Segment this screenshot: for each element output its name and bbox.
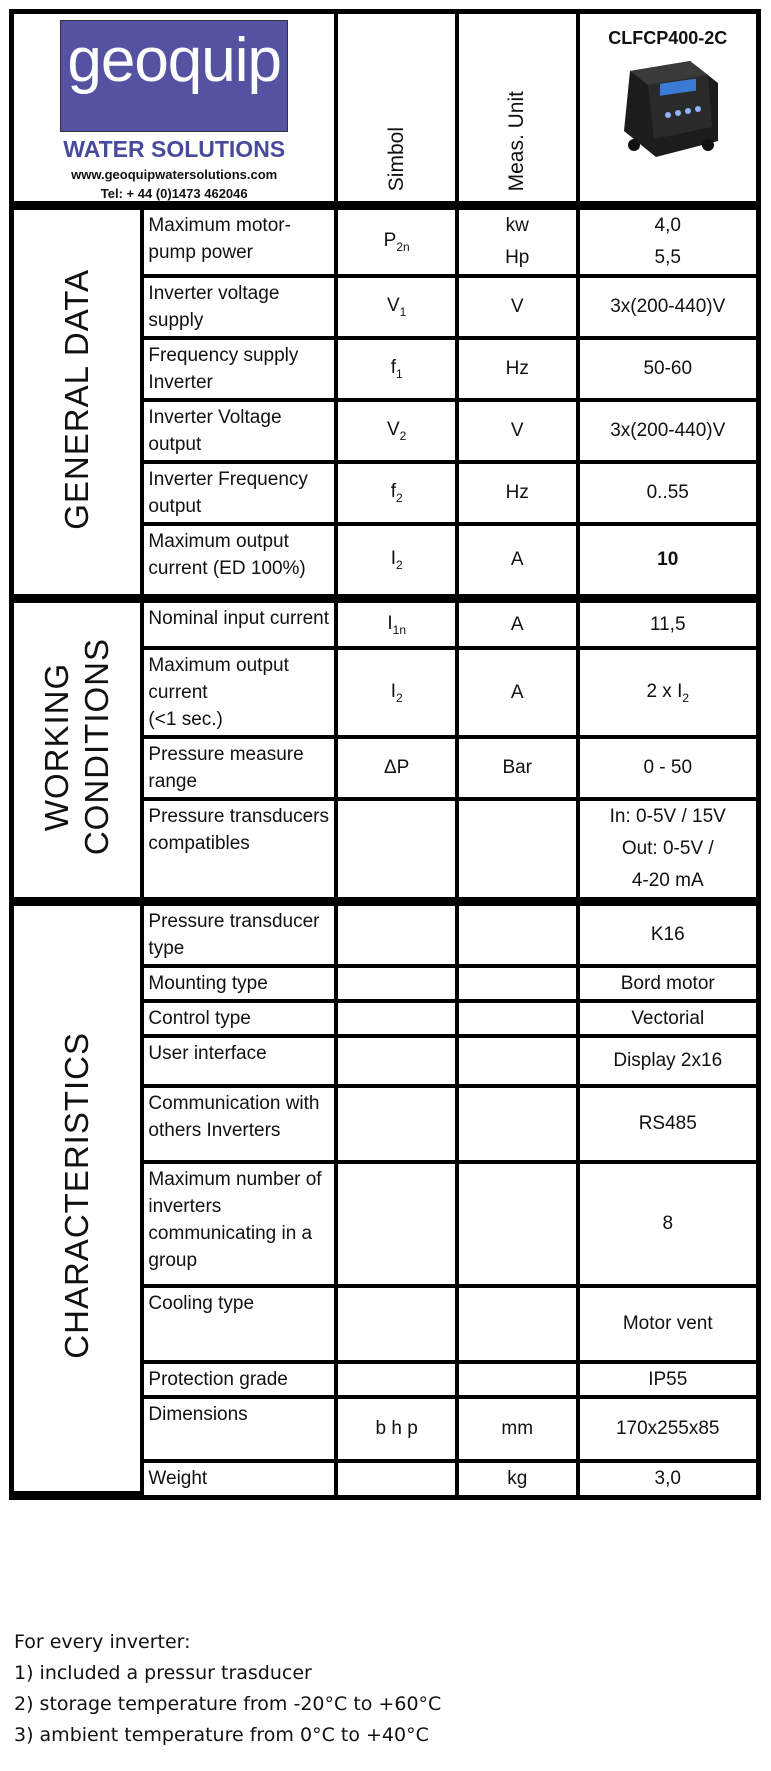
row-value: In: 0-5V / 15V Out: 0-5V / 4-20 mA (580, 801, 757, 901)
row-label: Inverter Voltage output (144, 402, 338, 464)
row-symbol: $P_{2n}$ (338, 205, 459, 278)
row-unit (459, 1088, 580, 1164)
row-unit (459, 801, 580, 901)
row-unit: mm (459, 1399, 580, 1463)
row-label: Pressure transducer type (144, 901, 338, 968)
row-label: Nominal input current (144, 598, 338, 650)
row-unit (459, 1038, 580, 1088)
row-symbol (338, 968, 459, 1003)
section-working-conditions (14, 598, 144, 901)
row-label: Maximum output current (ED 100%) (144, 526, 338, 598)
row-unit: kw Hp (459, 205, 580, 278)
section-characteristics (14, 901, 144, 1495)
footnote-line: 2) storage temperature from -20°C to +60°C (14, 1693, 442, 1715)
row-label: Frequency supply Inverter (144, 340, 338, 402)
row-label: Cooling type (144, 1288, 338, 1364)
row-label: Weight (144, 1463, 338, 1495)
row-value: 3x(200-440)V (580, 402, 757, 464)
row-unit (459, 1164, 580, 1288)
row-symbol (338, 1463, 459, 1495)
row-symbol (338, 1038, 459, 1088)
row-unit: A (459, 598, 580, 650)
row-unit (459, 1364, 580, 1399)
row-label: Mounting type (144, 968, 338, 1003)
section-label-working: WORKING CONDITIONS (38, 638, 116, 856)
row-unit: A (459, 650, 580, 739)
row-label: Dimensions (144, 1399, 338, 1463)
row-value: 0..55 (580, 464, 757, 526)
row-symbol: $f_1$ (338, 340, 459, 402)
row-value: 8 (580, 1164, 757, 1288)
row-label: Protection grade (144, 1364, 338, 1399)
row-value: Motor vent (580, 1288, 757, 1364)
row-value: 4,0 5,5 (580, 205, 757, 278)
simbol-label: Simbol (384, 126, 408, 191)
logo-text: geoquip (67, 26, 282, 95)
footnote-line: 3) ambient temperature from 0°C to +40°C (14, 1724, 429, 1746)
row-unit: Bar (459, 739, 580, 801)
geoquip-logo (60, 20, 288, 132)
footnote-line: For every inverter: (14, 1631, 191, 1653)
row-symbol (338, 1164, 459, 1288)
row-value: K16 (580, 901, 757, 968)
row-symbol: ΔP (338, 739, 459, 801)
row-unit: Hz (459, 464, 580, 526)
row-symbol: $I_{1n}$ (338, 598, 459, 650)
row-value: Vectorial (580, 1003, 757, 1038)
row-unit (459, 901, 580, 968)
phone: Tel: + 44 (0)1473 462046 (100, 186, 248, 201)
row-unit: Hz (459, 340, 580, 402)
row-symbol: $V_1$ (338, 278, 459, 340)
row-label: Maximum motor-pump power (144, 205, 338, 278)
row-symbol (338, 901, 459, 968)
spec-table (9, 9, 761, 1500)
row-value: Display 2x16 (580, 1038, 757, 1088)
row-value: 3x(200-440)V (580, 278, 757, 340)
simbol-header (338, 14, 459, 205)
row-label: Maximum number of inverters communicating in a group (144, 1164, 338, 1288)
website: www.geoquipwatersolutions.com (71, 167, 278, 182)
row-label: Communication with others Inverters (144, 1088, 338, 1164)
row-symbol: $I_2$ (338, 650, 459, 739)
logo-cell (14, 14, 338, 205)
section-general-data (14, 205, 144, 598)
row-value: 0 - 50 (580, 739, 757, 801)
row-symbol (338, 1088, 459, 1164)
row-label: Inverter voltage supply (144, 278, 338, 340)
row-value: Bord motor (580, 968, 757, 1003)
brand-subtitle: WATER SOLUTIONS (63, 136, 286, 162)
row-symbol: $f_2$ (338, 464, 459, 526)
row-symbol: $V_2$ (338, 402, 459, 464)
row-label: Pressure transducers compatibles (144, 801, 338, 901)
section-label-characteristics: CHARACTERISTICS (58, 1032, 96, 1359)
row-label: Inverter Frequency output (144, 464, 338, 526)
row-symbol: $I_2$ (338, 526, 459, 598)
row-symbol: b h p (338, 1399, 459, 1463)
row-value: 2 x $I_2$ (580, 650, 757, 739)
row-label: Pressure measure range (144, 739, 338, 801)
row-value: RS485 (580, 1088, 757, 1164)
row-value: 11,5 (580, 598, 757, 650)
row-symbol (338, 1364, 459, 1399)
model-name: CLFCP400-2C (608, 28, 728, 48)
footnotes (14, 1627, 441, 1751)
row-symbol (338, 801, 459, 901)
row-value: 170x255x85 (580, 1399, 757, 1463)
row-unit (459, 968, 580, 1003)
unit-label: Meas. Unit (505, 90, 529, 191)
row-label: Control type (144, 1003, 338, 1038)
row-unit: kg (459, 1463, 580, 1495)
row-symbol (338, 1003, 459, 1038)
footnote-line: 1) included a pressur trasducer (14, 1662, 312, 1684)
model-cell (580, 14, 757, 205)
row-value: 3,0 (654, 1468, 681, 1489)
row-unit: V (459, 402, 580, 464)
section-label-general: GENERAL DATA (58, 268, 96, 530)
row-unit: A (459, 526, 580, 598)
inverter-product-image (608, 53, 728, 163)
row-unit (459, 1288, 580, 1364)
row-unit: V (459, 278, 580, 340)
row-value: IP55 (580, 1364, 757, 1399)
row-label: User interface (144, 1038, 338, 1088)
row-value: 10 (580, 526, 757, 598)
row-symbol (338, 1288, 459, 1364)
row-value: 50-60 (580, 340, 757, 402)
row-label: Maximum output current (<1 sec.) (144, 650, 338, 739)
row-unit (459, 1003, 580, 1038)
unit-header (459, 14, 580, 205)
